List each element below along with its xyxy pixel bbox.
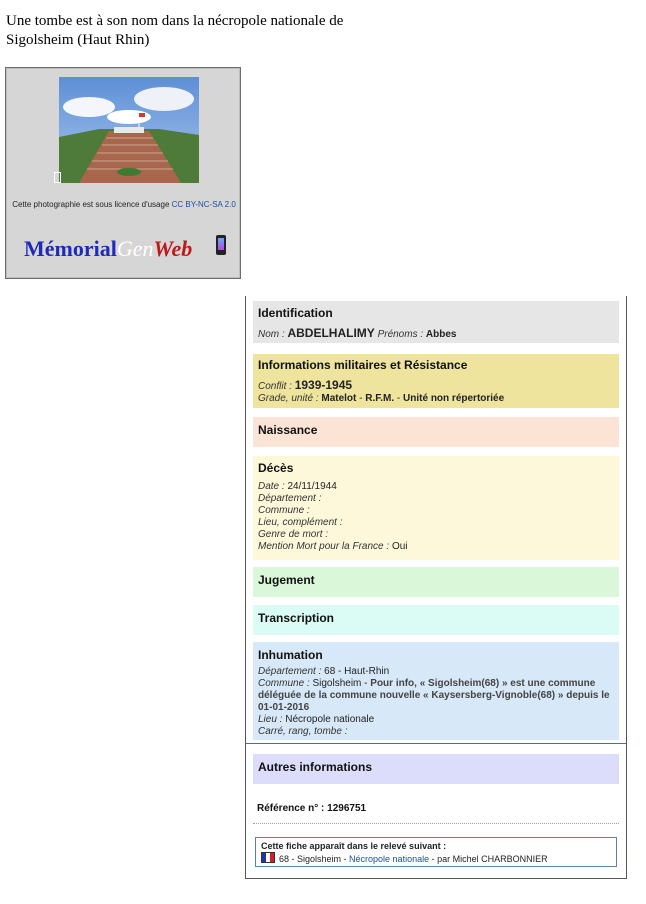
- unite-value: R.F.M.: [365, 393, 395, 404]
- inh-commune-line: Commune : Sigolsheim - Pour info, « Sigolsheim(68) » est une commune déléguée de la commune nouvelle « Kaysersberg-Vignoble(68) » depuis le 01-01-2016: [258, 678, 610, 713]
- commune-info: Pour info, « Sigolsheim(68) » est une commune déléguée de la commune nouvelle « Kaysersberg-Vignoble(68) » depuis le 01-01-2016: [258, 678, 610, 713]
- conflit-value: 1939-1945: [294, 378, 353, 392]
- reference-number: Référence n° : 1296751: [257, 803, 367, 814]
- deces-mention-line: [258, 541, 614, 553]
- lieu-value: Nécropole nationale: [285, 714, 375, 725]
- releve-box: [255, 837, 617, 867]
- photo-box: [5, 67, 241, 279]
- commune-label: Commune :: [258, 678, 310, 689]
- conflit-label: Conflit :: [258, 381, 292, 392]
- releve-title: Cette fiche apparaît dans le relevé suivant :: [261, 841, 447, 851]
- carre-label: Carré, rang, tombe :: [258, 726, 348, 737]
- divider: [246, 743, 626, 744]
- sep: -: [394, 393, 404, 404]
- deces-genre-line: [258, 529, 614, 541]
- departement-value: 68 - Haut-Rhin: [324, 666, 390, 677]
- record-card: [245, 296, 627, 879]
- section-title: Autres informations: [258, 760, 373, 774]
- section-inhumation: [253, 642, 619, 740]
- section-naissance: [253, 417, 619, 447]
- grade-line: [258, 393, 614, 405]
- necropolis-photo[interactable]: [59, 77, 199, 183]
- deces-lieu-line: [258, 517, 614, 529]
- flag-icon: [261, 852, 275, 863]
- nom-label: Nom :: [258, 329, 285, 340]
- date-label: Date :: [258, 481, 285, 492]
- releve-author: - par Michel CHARBONNIER: [429, 854, 548, 864]
- nom-value: ABDELHALIMY: [287, 326, 375, 340]
- logo-gen: Gen: [116, 236, 154, 261]
- intro-text: Une tombe est à son nom dans la nécropole nationale de Sigolsheim (Haut Rhin): [6, 13, 344, 48]
- departement-label: Département :: [258, 493, 322, 504]
- grade-value: Matelot: [321, 393, 357, 404]
- logo-memorial: Mémorial: [24, 236, 117, 261]
- section-jugement: [253, 567, 619, 597]
- license-link[interactable]: CC BY-NC-SA 2.0: [171, 200, 236, 209]
- sep: -: [356, 393, 366, 404]
- commune-label: Commune :: [258, 505, 310, 516]
- section-autres: [253, 754, 619, 784]
- lieu-label: Lieu :: [258, 714, 283, 725]
- releve-line: [261, 852, 611, 865]
- logo-web: Web: [153, 236, 193, 261]
- inh-lieu-line: [258, 714, 614, 726]
- releve-link[interactable]: Nécropole nationale: [349, 854, 430, 864]
- departement-label: Département :: [258, 666, 322, 677]
- genre-label: Genre de mort :: [258, 529, 329, 540]
- deces-commune-line: [258, 505, 614, 517]
- section-militaire: [253, 354, 619, 408]
- section-title: Informations militaires et Résistance: [258, 358, 468, 372]
- conflit-line: [258, 379, 614, 393]
- section-title: Identification: [258, 306, 333, 320]
- section-deces: [253, 456, 619, 560]
- section-title: Transcription: [258, 611, 335, 625]
- unite-value-2: Unité non répertoriée: [403, 393, 505, 404]
- inh-carre-line: [258, 726, 614, 738]
- nom-line: [258, 327, 614, 341]
- license-prefix: Cette photographie est sous licence d'usage: [12, 200, 172, 209]
- lieu-label: Lieu, complément :: [258, 517, 343, 528]
- photo-marker: [54, 172, 61, 183]
- releve-place: 68 - Sigolsheim -: [279, 854, 350, 864]
- deces-date-line: [258, 481, 614, 493]
- date-value: 24/11/1944: [287, 481, 337, 492]
- section-identification: [253, 301, 619, 343]
- section-title: Décès: [258, 461, 294, 475]
- section-title: Jugement: [258, 573, 315, 587]
- section-transcription: [253, 605, 619, 635]
- section-title: Naissance: [258, 423, 318, 437]
- mention-label: Mention Mort pour la France :: [258, 541, 390, 552]
- grade-label: Grade, unité :: [258, 393, 319, 404]
- memorialgenweb-logo[interactable]: [24, 233, 224, 265]
- prenoms-value: Abbes: [425, 329, 457, 340]
- section-title: Inhumation: [258, 648, 323, 662]
- mention-value: Oui: [391, 541, 408, 552]
- mobile-phone-icon[interactable]: [216, 235, 226, 255]
- inh-departement-line: [258, 666, 614, 678]
- license-text: [12, 198, 236, 211]
- commune-value: Sigolsheim: [312, 678, 362, 689]
- deces-departement-line: [258, 493, 614, 505]
- prenoms-label: Prénoms :: [377, 329, 424, 340]
- dotted-divider: [253, 823, 619, 824]
